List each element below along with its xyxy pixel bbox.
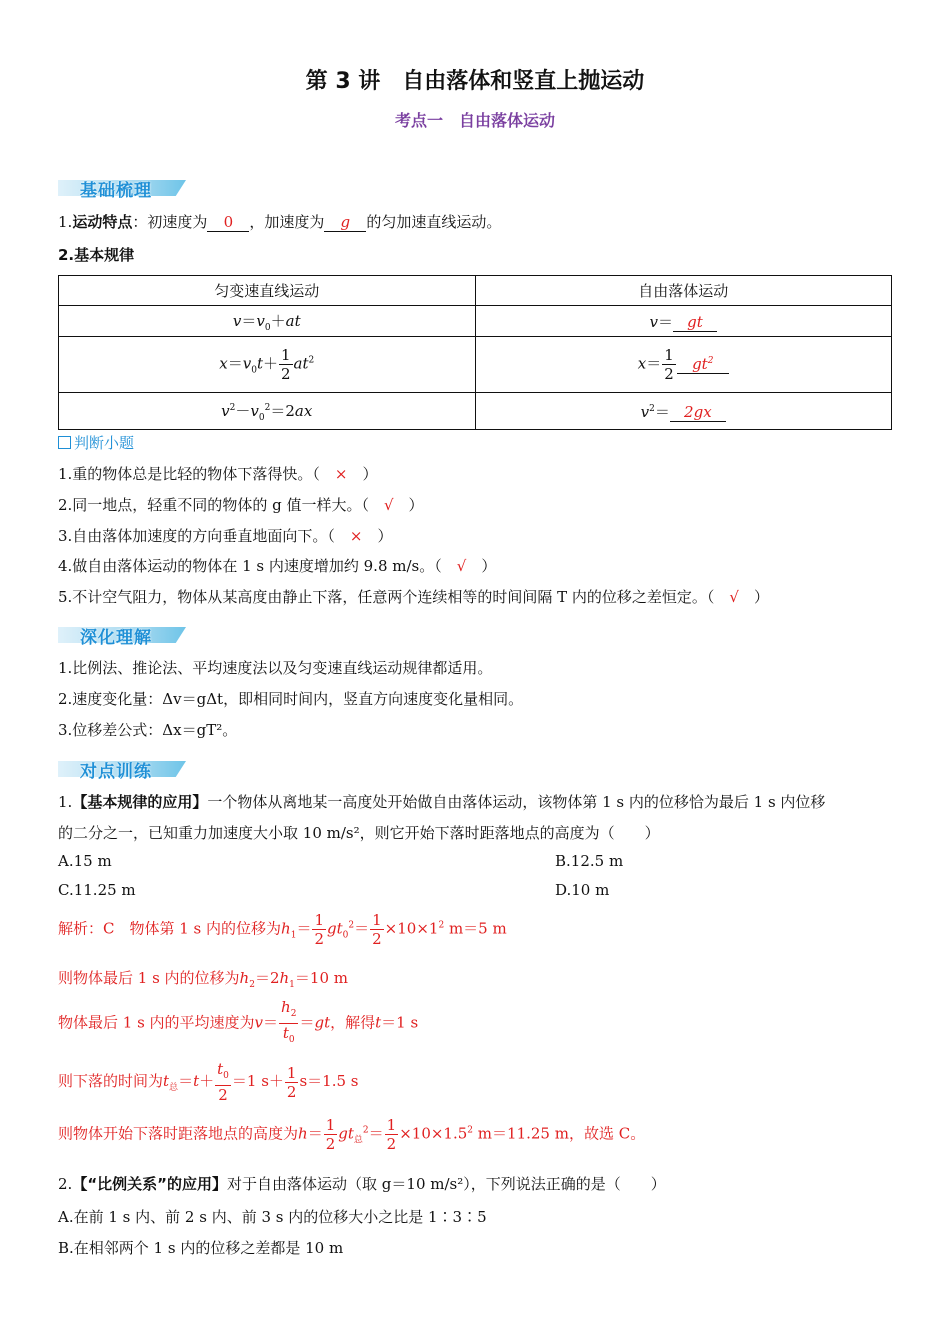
question-1-stem — [58, 791, 825, 812]
judge-paren: ） — [377, 527, 393, 545]
item-label: 运动特点 — [72, 213, 133, 231]
banner-deepen-label: 深化理解 — [80, 628, 152, 648]
deepen-item: 1.比例法、推论法、平均速度法以及匀变速直线运动规律都适用。 — [58, 659, 493, 677]
judge-item — [58, 525, 392, 546]
basics-item-1 — [58, 211, 501, 232]
solution-line-1: 解析：C 物体第 1 s 内的位移为$h_1=$ $\frac{1}{2}$ $gt_0^2=$ $\frac{1}{2}$ $\times 10\times 1^2$ m＝5 m — [58, 911, 507, 948]
banner-training-label: 对点训练 — [80, 762, 152, 782]
solution-text: 解析：C 物体第 1 s 内的位移为 — [58, 919, 282, 938]
question-number: 1. — [58, 793, 73, 811]
formula-velocity-uniform: $v=v_0+at$ — [59, 306, 476, 337]
judge-answer-mark: √ — [383, 496, 394, 514]
deepen-item: 2.速度变化量：Δv＝gΔt，即相同时间内，竖直方向速度变化量相同。 — [58, 690, 524, 708]
judge-paren: ） — [753, 588, 769, 606]
judge-paren: ） — [362, 465, 378, 483]
judge-item — [58, 555, 496, 576]
option-c: C.11.25 m — [58, 881, 136, 899]
formula-displacement-freefall: x＝ $\frac{1}{2}$ $gt^2$ — [475, 337, 892, 393]
solution-text: 则物体最后 1 s 内的位移为 — [58, 969, 240, 987]
blank-initial-velocity: 0 — [207, 213, 249, 232]
question-text: 一个物体从离地某一高度处开始做自由落体运动，该物体第 1 s 内的位移恰为最后 1 s 内位移 — [207, 793, 826, 811]
table-header-uniform: 匀变速直线运动 — [59, 276, 476, 306]
question-tag: 【“比例关系”的应用】 — [72, 1175, 228, 1193]
formula-displacement-uniform: $x=v_0t+$ $\frac{1}{2}$ $at^2$ — [59, 337, 476, 393]
deepen-item: 3.位移差公式：Δx＝gT²。 — [58, 721, 238, 739]
solution-text: 物体最后 1 s 内的平均速度为 — [58, 1013, 255, 1032]
judge-answer-mark: × — [349, 527, 363, 545]
table-row — [59, 337, 892, 393]
solution-line-5: 则物体开始下落时距落地点的高度为h＝ $\frac{1}{2}$ $gt_总^2=$ $\frac{1}{2}$ $\times 10\times 1.5^2$ m＝11.25 m，故选 C。 — [58, 1116, 646, 1153]
judge-paren: ） — [481, 557, 497, 575]
option-b: B.12.5 m — [555, 852, 624, 870]
judge-item — [58, 463, 377, 484]
judge-paren: ） — [408, 496, 424, 514]
banner-deepen — [58, 623, 198, 648]
judge-text: 5.不计空气阻力，物体从某高度由静止下落，任意两个连续相等的时间间隔 T 内的位移之差恒定。（ — [58, 588, 715, 606]
checkbox-icon — [58, 436, 71, 449]
page-title: 第 3 讲 自由落体和竖直上抛运动 — [305, 69, 645, 94]
law-table — [58, 275, 892, 430]
judge-answer-mark: √ — [456, 557, 467, 575]
blank-acceleration: g — [324, 213, 366, 232]
question-tag: 【基本规律的应用】 — [72, 793, 208, 811]
question-1-stem-cont: 的二分之一，已知重力加速度大小取 10 m/s²，则它开始下落时距落地点的高度为（ ） — [58, 824, 660, 842]
table-row — [59, 393, 892, 430]
solution-line-2: 则物体最后 1 s 内的位移为$h_2=2h_1=10$ m — [58, 969, 348, 990]
judge-answer-mark: × — [334, 465, 348, 483]
solution-line-4: 则下落的时间为$t_总=t+$ $\frac{t_0}{2}$ ＝1 s＋ $\frac{1}{2}$ s＝1.5 s — [58, 1060, 359, 1104]
item-text: ：初速度为 — [132, 213, 208, 231]
table-header-freefall: 自由落体运动 — [475, 276, 892, 306]
formula-vel-disp-freefall: $v^2= 2gx$ — [475, 393, 892, 430]
item-text: ，加速度为 — [249, 213, 325, 231]
banner-basics-label: 基础梳理 — [80, 181, 152, 201]
judge-heading-label: 判断小题 — [74, 434, 135, 452]
option-a: A.15 m — [58, 852, 112, 870]
question-2-stem — [58, 1173, 666, 1194]
judge-text: 3.自由落体加速度的方向垂直地面向下。（ — [58, 527, 335, 545]
judge-item — [58, 586, 769, 607]
solution-text: ，故选 C。 — [568, 1124, 646, 1143]
basics-item-2: 2.基本规律 — [58, 246, 135, 264]
section-subtitle: 考点一 自由落体运动 — [394, 111, 555, 130]
solution-text: 则下落的时间为 — [58, 1072, 164, 1090]
option-d: D.10 m — [555, 881, 610, 899]
table-header-row — [59, 276, 892, 306]
judge-item — [58, 494, 424, 515]
judge-heading — [58, 432, 134, 453]
table-row — [59, 306, 892, 337]
judge-text: 2.同一地点，轻重不同的物体的 g 值一样大。（ — [58, 496, 369, 514]
banner-basics — [58, 176, 198, 201]
banner-training — [58, 757, 198, 782]
item-text: 的匀加速直线运动。 — [366, 213, 502, 231]
solution-text: ，解得 — [330, 1013, 376, 1032]
judge-answer-mark: √ — [729, 588, 739, 606]
solution-line-3: 物体最后 1 s 内的平均速度为v＝ $\frac{h_2}{t_0}$ ＝gt，解得t＝1 s — [58, 998, 419, 1045]
item-number: 1. — [58, 213, 73, 231]
q2-option-a: A.在前 1 s 内、前 2 s 内、前 3 s 内的位移大小之比是 1∶3∶5 — [58, 1208, 487, 1226]
formula-velocity-freefall: v＝ gt — [475, 306, 892, 337]
question-number: 2. — [58, 1175, 73, 1193]
solution-text: 则物体开始下落时距落地点的高度为 — [58, 1124, 299, 1143]
question-text: 对于自由落体运动（取 g＝10 m/s²），下列说法正确的是（ ） — [227, 1175, 666, 1193]
judge-text: 4.做自由落体运动的物体在 1 s 内速度增加约 9.8 m/s。（ — [58, 557, 442, 575]
formula-vel-disp-uniform: $v^2-v_0^2=2ax$ — [59, 393, 476, 430]
q2-option-b: B.在相邻两个 1 s 内的位移之差都是 10 m — [58, 1239, 344, 1257]
judge-text: 1.重的物体总是比轻的物体下落得快。（ — [58, 465, 320, 483]
